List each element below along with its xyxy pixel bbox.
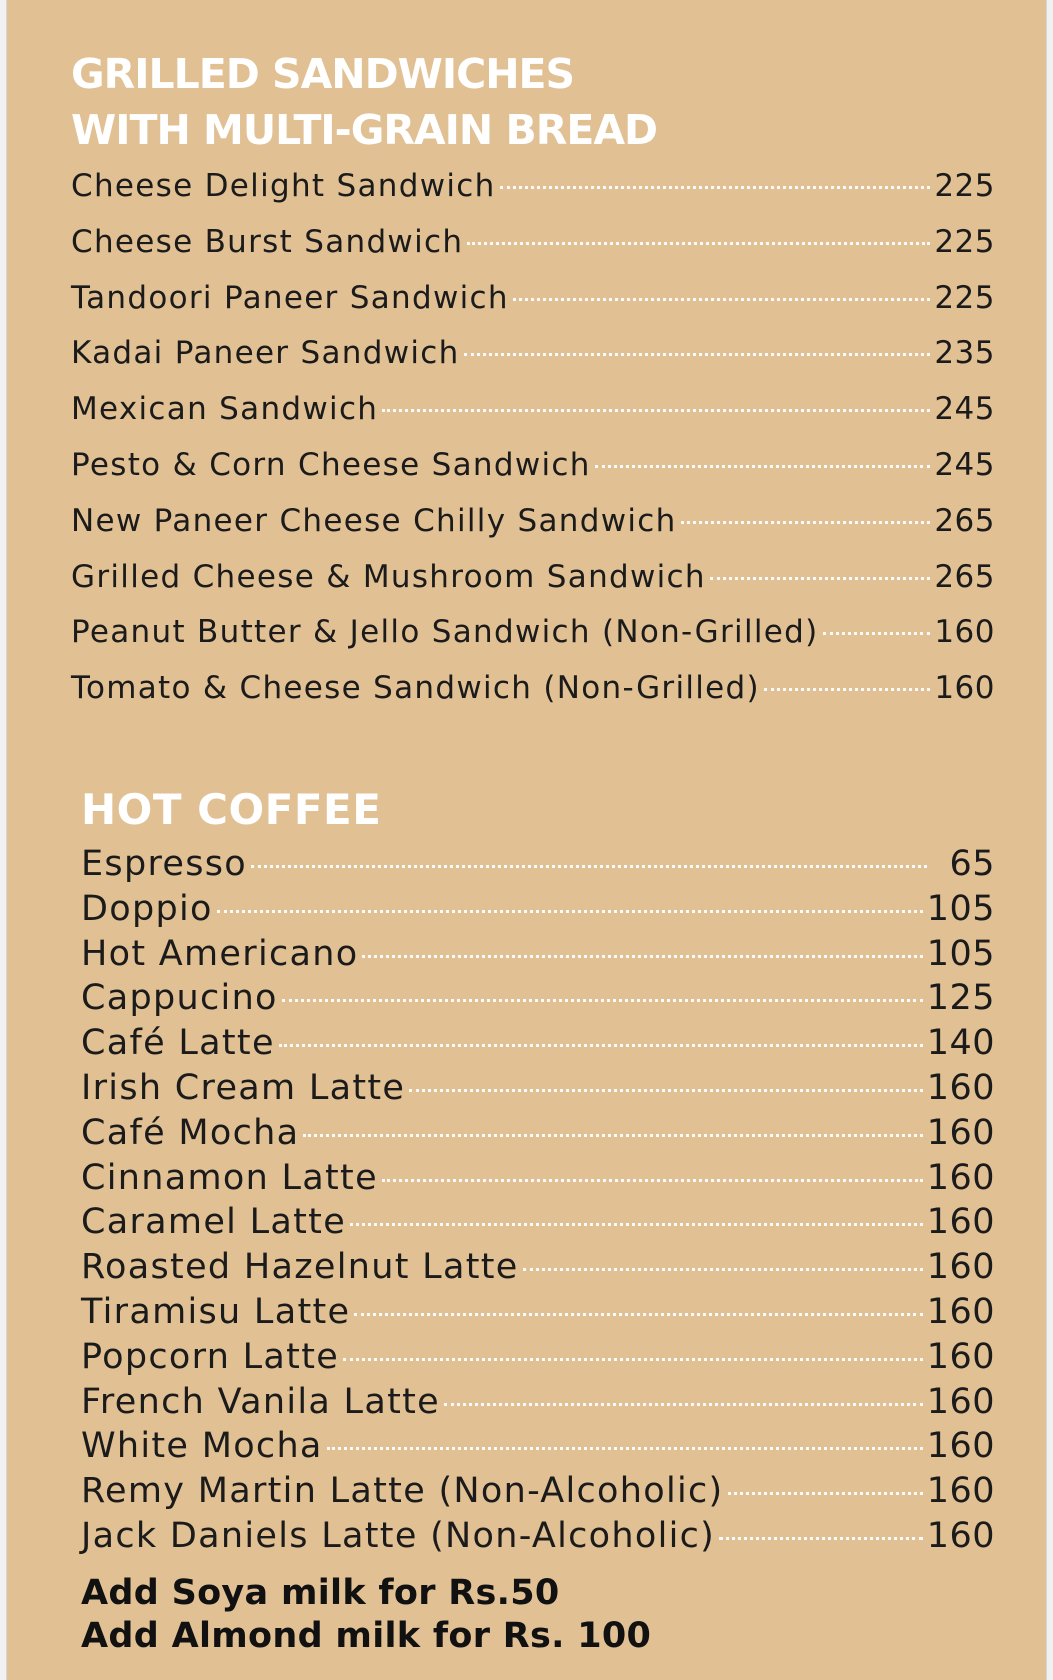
menu-item [71, 503, 995, 559]
menu-item-name: Grilled Cheese & Mushroom Sandwich [71, 558, 706, 595]
dotted-leader [343, 1358, 923, 1361]
menu-item [81, 1158, 995, 1203]
menu-item [81, 1426, 995, 1471]
dotted-leader [251, 865, 927, 868]
menu-item [81, 889, 995, 934]
menu-item-name: Jack Daniels Latte (Non-Alcoholic) [81, 1515, 716, 1556]
menu-page [6, 0, 1047, 1680]
menu-item-price: 225 [934, 168, 995, 204]
menu-item [71, 614, 995, 670]
menu-item [81, 1113, 995, 1158]
menu-item-name: Caramel Latte [81, 1202, 347, 1243]
sandwich-title-line-2: WITH MULTI-GRAIN BREAD [71, 106, 658, 154]
menu-item-name: New Paneer Cheese Chilly Sandwich [71, 502, 677, 539]
menu-item-price: 65 [949, 844, 995, 884]
dotted-leader [719, 1537, 923, 1540]
sandwich-title-line-1: GRILLED SANDWICHES [71, 50, 575, 98]
menu-item-name: Hot Americano [81, 933, 359, 974]
menu-item-name: Café Mocha [81, 1112, 300, 1153]
dotted-leader [710, 577, 930, 580]
menu-item [71, 224, 995, 280]
dotted-leader [282, 999, 923, 1002]
dotted-leader [382, 1179, 923, 1182]
dotted-leader [362, 955, 922, 958]
menu-item-name: Espresso [81, 844, 248, 884]
menu-item-price: 140 [926, 1023, 995, 1064]
menu-item-price: 105 [926, 933, 995, 974]
menu-item [81, 1247, 995, 1292]
menu-item [81, 978, 995, 1023]
milk-addon-notes [81, 1572, 651, 1658]
menu-item-price: 160 [926, 1067, 995, 1108]
menu-item [81, 1292, 995, 1337]
menu-item [81, 1337, 995, 1382]
dotted-leader [279, 1044, 923, 1047]
menu-item-price: 125 [926, 978, 995, 1019]
dotted-leader [513, 298, 931, 301]
menu-item-price: 160 [926, 1336, 995, 1377]
menu-item-name: Tiramisu Latte [81, 1291, 351, 1332]
menu-item-name: White Mocha [81, 1426, 323, 1467]
menu-item-price: 160 [926, 1202, 995, 1243]
menu-item-name: Remy Martin Latte (Non-Alcoholic) [81, 1471, 724, 1512]
menu-item-name: Peanut Butter & Jello Sandwich (Non-Grilled) [71, 614, 819, 651]
dotted-leader [467, 242, 930, 245]
menu-item-price: 105 [926, 888, 995, 929]
hot-coffee-list [81, 844, 995, 1561]
menu-item-price: 225 [934, 279, 995, 316]
dotted-leader [327, 1447, 923, 1450]
dotted-leader [823, 632, 931, 635]
menu-item [81, 1382, 995, 1427]
menu-item [81, 844, 995, 889]
menu-item-price: 160 [926, 1515, 995, 1556]
menu-item-name: Tandoori Paneer Sandwich [71, 279, 509, 316]
menu-item-name: Cheese Delight Sandwich [71, 168, 496, 204]
menu-item-price: 160 [934, 670, 995, 707]
menu-item-name: Mexican Sandwich [71, 391, 379, 428]
dotted-leader [595, 465, 931, 468]
menu-item [81, 1068, 995, 1113]
menu-item [71, 559, 995, 615]
dotted-leader [382, 409, 930, 412]
milk-addon-note: Add Soya milk for Rs.50 [81, 1573, 560, 1613]
menu-item-name: French Vanila Latte [81, 1381, 440, 1422]
menu-item-name: Cappucino [81, 978, 278, 1019]
menu-item [81, 1023, 995, 1068]
dotted-leader [303, 1134, 922, 1137]
dotted-leader [764, 688, 930, 691]
menu-item-price: 160 [934, 614, 995, 651]
menu-item-price: 235 [934, 335, 995, 372]
menu-item-name: Café Latte [81, 1023, 275, 1064]
menu-item [81, 1471, 995, 1516]
menu-item-price: 265 [934, 558, 995, 595]
menu-item-name: Doppio [81, 888, 213, 929]
menu-item-name: Tomato & Cheese Sandwich (Non-Grilled) [71, 670, 760, 707]
menu-item-name: Popcorn Latte [81, 1336, 340, 1377]
dotted-leader [728, 1492, 923, 1495]
menu-item-price: 225 [934, 223, 995, 260]
milk-addon-note: Add Almond milk for Rs. 100 [81, 1616, 652, 1656]
menu-item [71, 391, 995, 447]
menu-item-name: Kadai Paneer Sandwich [71, 335, 460, 372]
dotted-leader [444, 1403, 923, 1406]
menu-item-price: 160 [926, 1112, 995, 1153]
menu-item [71, 447, 995, 503]
menu-item-price: 245 [934, 446, 995, 483]
menu-item [71, 280, 995, 336]
menu-item [71, 335, 995, 391]
menu-item-price: 160 [926, 1471, 995, 1512]
menu-item-name: Cheese Burst Sandwich [71, 223, 464, 260]
dotted-leader [464, 353, 931, 356]
dotted-leader [350, 1223, 923, 1226]
menu-item [71, 670, 995, 726]
menu-item-price: 160 [926, 1157, 995, 1198]
dotted-leader [523, 1268, 923, 1271]
sandwich-section-title [71, 46, 657, 158]
sandwich-list [71, 168, 995, 726]
menu-item [81, 1516, 995, 1561]
menu-item [81, 934, 995, 979]
hot-coffee-section-title: HOT COFFEE [81, 785, 382, 834]
dotted-leader [409, 1089, 922, 1092]
dotted-leader [500, 186, 931, 189]
menu-item-price: 160 [926, 1291, 995, 1332]
menu-item-price: 245 [934, 391, 995, 428]
menu-item-name: Irish Cream Latte [81, 1067, 406, 1108]
menu-item-price: 265 [934, 502, 995, 539]
dotted-leader [217, 910, 923, 913]
menu-item-name: Roasted Hazelnut Latte [81, 1247, 519, 1288]
dotted-leader [354, 1313, 922, 1316]
menu-item-name: Pesto & Corn Cheese Sandwich [71, 446, 591, 483]
menu-item-price: 160 [926, 1247, 995, 1288]
menu-item-price: 160 [926, 1426, 995, 1467]
menu-item-name: Cinnamon Latte [81, 1157, 378, 1198]
menu-item [71, 168, 995, 224]
menu-item [81, 1202, 995, 1247]
menu-item-price: 160 [926, 1381, 995, 1422]
dotted-leader [681, 521, 931, 524]
